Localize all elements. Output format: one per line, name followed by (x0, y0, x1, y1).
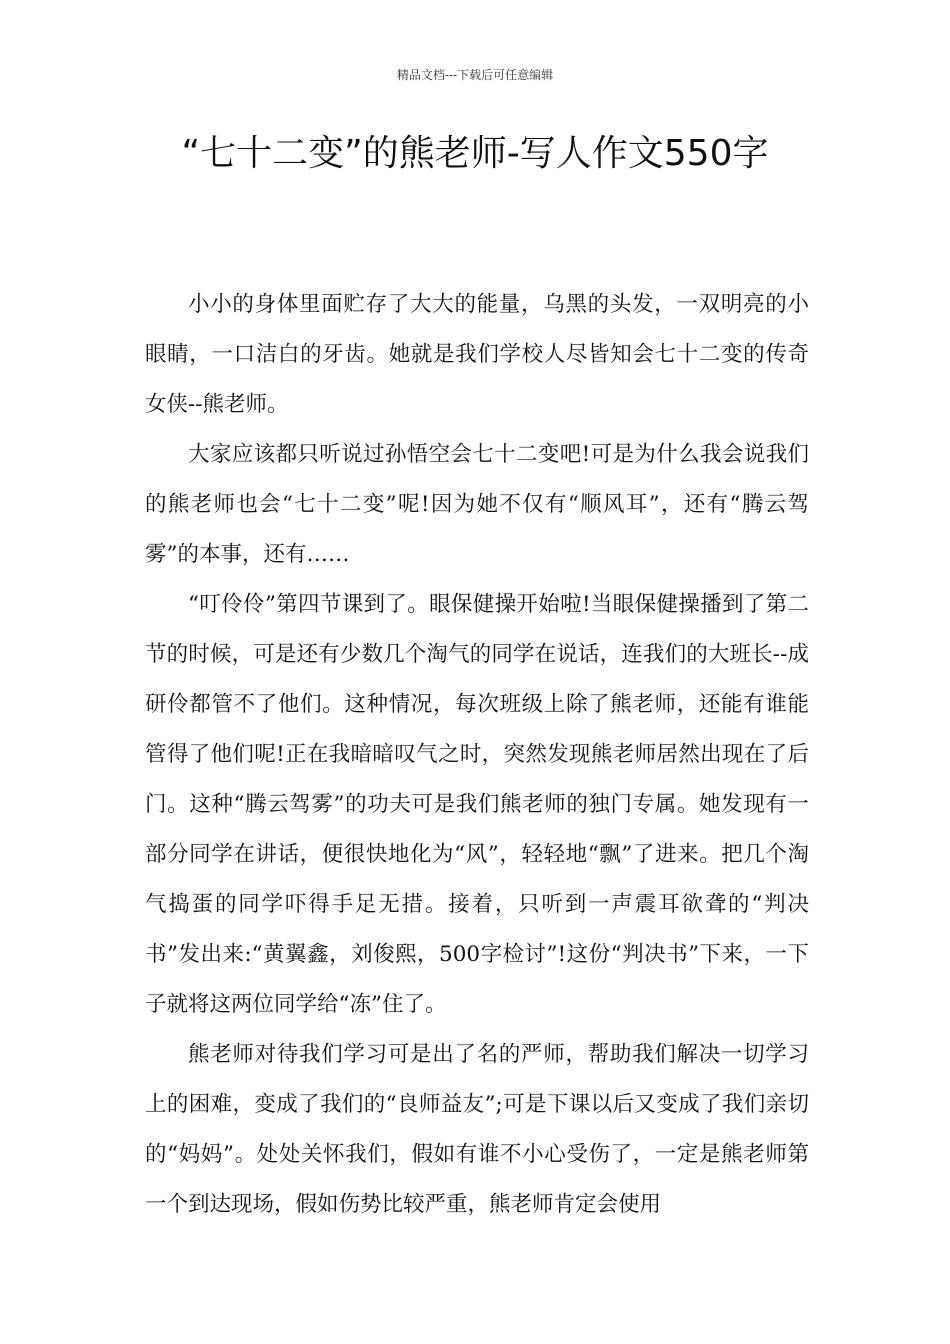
paragraph-1: 小小的身体里面贮存了大大的能量，乌黑的头发，一双明亮的小眼睛，一口洁白的牙齿。她就是我们学校人尽皆知会七十二变的传奇女侠--熊老师。 (145, 292, 809, 417)
header-note: 精品文档---下载后可任意编辑 (396, 68, 554, 82)
paragraph-2: 大家应该都只听说过孙悟空会七十二变吧!可是为什么我会说我们的熊老师也会“七十二变”呢!因为她不仅有“顺风耳”，还有“腾云驾雾”的本事，还有…… (145, 442, 809, 567)
document-body (145, 280, 809, 1230)
paragraph-4: 熊老师对待我们学习可是出了名的严师，帮助我们解决一切学习上的困难，变成了我们的“良师益友”;可是下课以后又变成了我们亲切的“妈妈”。处处关怀我们，假如有谁不小心受伤了，一定是熊老师第一个到达现场，假如伤势比较严重，熊老师肯定会使用 (145, 1042, 809, 1217)
document-title: “七十二变”的熊老师-写人作文550字 (181, 133, 769, 174)
paragraph-3: “叮伶伶”第四节课到了。眼保健操开始啦!当眼保健操播到了第二节的时候，可是还有少数几个淘气的同学在说话，连我们的大班长--成研伶都管不了他们。这种情况，每次班级上除了熊老师，还能有谁能管得了他们呢!正在我暗暗叹气之时，突然发现熊老师居然出现在了后门。这种“腾云驾雾”的功夫可是我们熊老师的独门专属。她发现有一部分同学在讲话，便很快地化为“风”，轻轻地“飘”了进来。把几个淘气捣蛋的同学吓得手足无措。接着，只听到一声震耳欲聋的“判决书”发出来:“黄翼鑫，刘俊熙，500字检讨”!这份“判决书”下来，一下子就将这两位同学给“冻”住了。 (145, 592, 809, 1017)
